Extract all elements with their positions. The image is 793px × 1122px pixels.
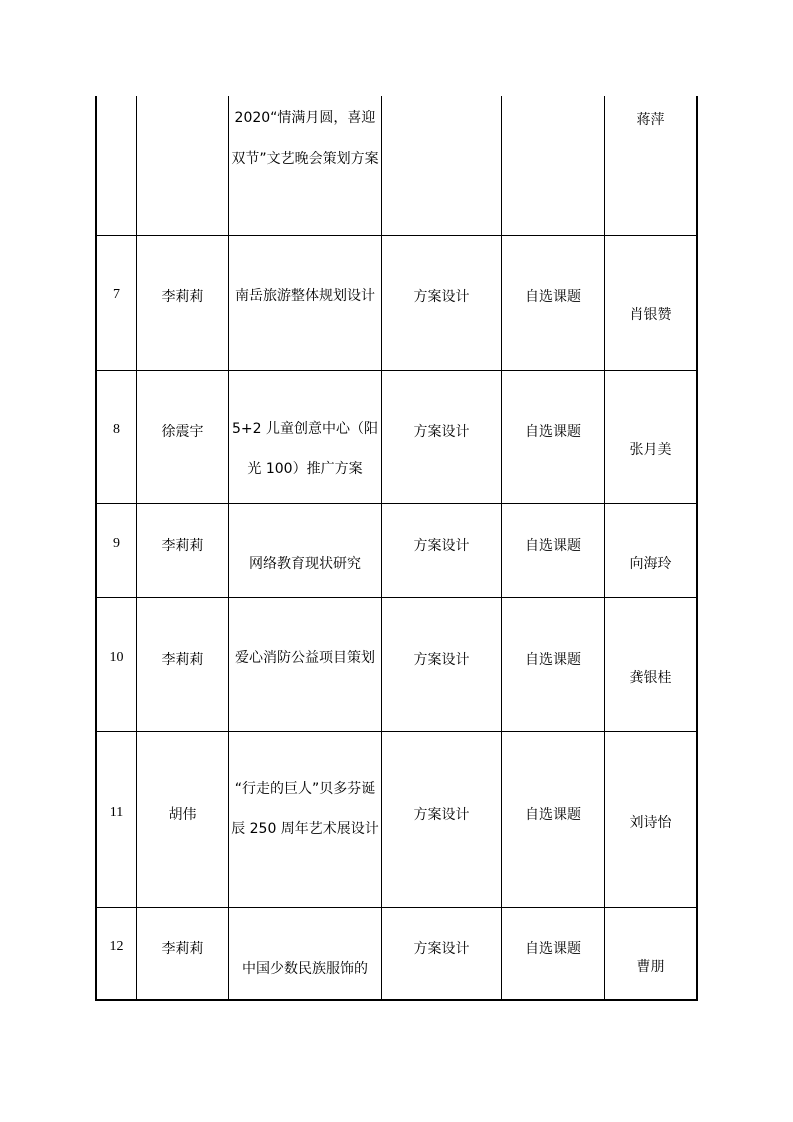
table-row-type: 方案设计 [413, 652, 470, 668]
table-row-source: 自选课题 [525, 289, 581, 305]
table-row-teacher: 李莉莉 [161, 289, 204, 305]
column-divider [228, 96, 229, 1001]
table-row-topic: 爱心消防公益项目策划 [235, 650, 375, 666]
table-row-student: 张月美 [629, 442, 672, 458]
table-row-student: 向海玲 [629, 556, 672, 572]
table-row-type: 方案设计 [413, 538, 470, 554]
table-row-number: 9 [113, 536, 120, 551]
table-row-student: 肖银赞 [629, 307, 672, 323]
row-divider [95, 235, 698, 236]
table-row-topic: 南岳旅游整体规划设计 [235, 288, 375, 304]
table-row-topic: “行走的巨人”贝多芬诞辰 250 周年艺术展设计 [231, 781, 379, 837]
table-row-student: 龚银桂 [629, 670, 672, 686]
table-row-source: 自选课题 [525, 652, 581, 668]
table-row-number: 7 [113, 287, 120, 302]
table-row-teacher: 李莉莉 [161, 538, 204, 554]
table-row-teacher: 李莉莉 [161, 941, 204, 957]
topic-table [95, 96, 698, 1001]
table-row-topic: 网络教育现状研究 [249, 556, 361, 572]
table-row-student: 曹朋 [636, 959, 665, 975]
table-row-student: 蒋萍 [636, 112, 665, 128]
table-row-topic: 中国少数民族服饰的 [242, 961, 368, 977]
table-row-student: 刘诗怡 [629, 815, 672, 831]
row-divider [95, 907, 698, 908]
table-row-type: 方案设计 [413, 807, 470, 823]
table-row-source: 自选课题 [525, 941, 581, 957]
table-row-source: 自选课题 [525, 807, 581, 823]
table-row-source: 自选课题 [525, 538, 581, 554]
table-row-topic: 2020“情满月圆，喜迎双节”文艺晚会策划方案 [231, 110, 379, 167]
row-divider [95, 597, 698, 598]
table-row-number: 12 [109, 939, 124, 954]
table-row-type: 方案设计 [413, 289, 470, 305]
table-border-bottom [95, 999, 698, 1001]
row-divider [95, 731, 698, 732]
table-row-number: 11 [109, 805, 124, 820]
table-row-teacher: 李莉莉 [161, 652, 204, 668]
table-row-topic: 5+2 儿童创意中心（阳光 100）推广方案 [232, 421, 378, 477]
table-row-source: 自选课题 [525, 424, 581, 440]
table-border-right [696, 96, 698, 1001]
table-row-teacher: 徐震宇 [161, 424, 204, 440]
table-row-type: 方案设计 [413, 424, 470, 440]
row-divider [95, 503, 698, 504]
column-divider [604, 96, 605, 1001]
table-row-type: 方案设计 [413, 941, 470, 957]
table-row-teacher: 胡伟 [168, 807, 197, 823]
table-row-number: 8 [113, 422, 120, 437]
table-row-number: 10 [109, 650, 124, 665]
row-divider [95, 370, 698, 371]
